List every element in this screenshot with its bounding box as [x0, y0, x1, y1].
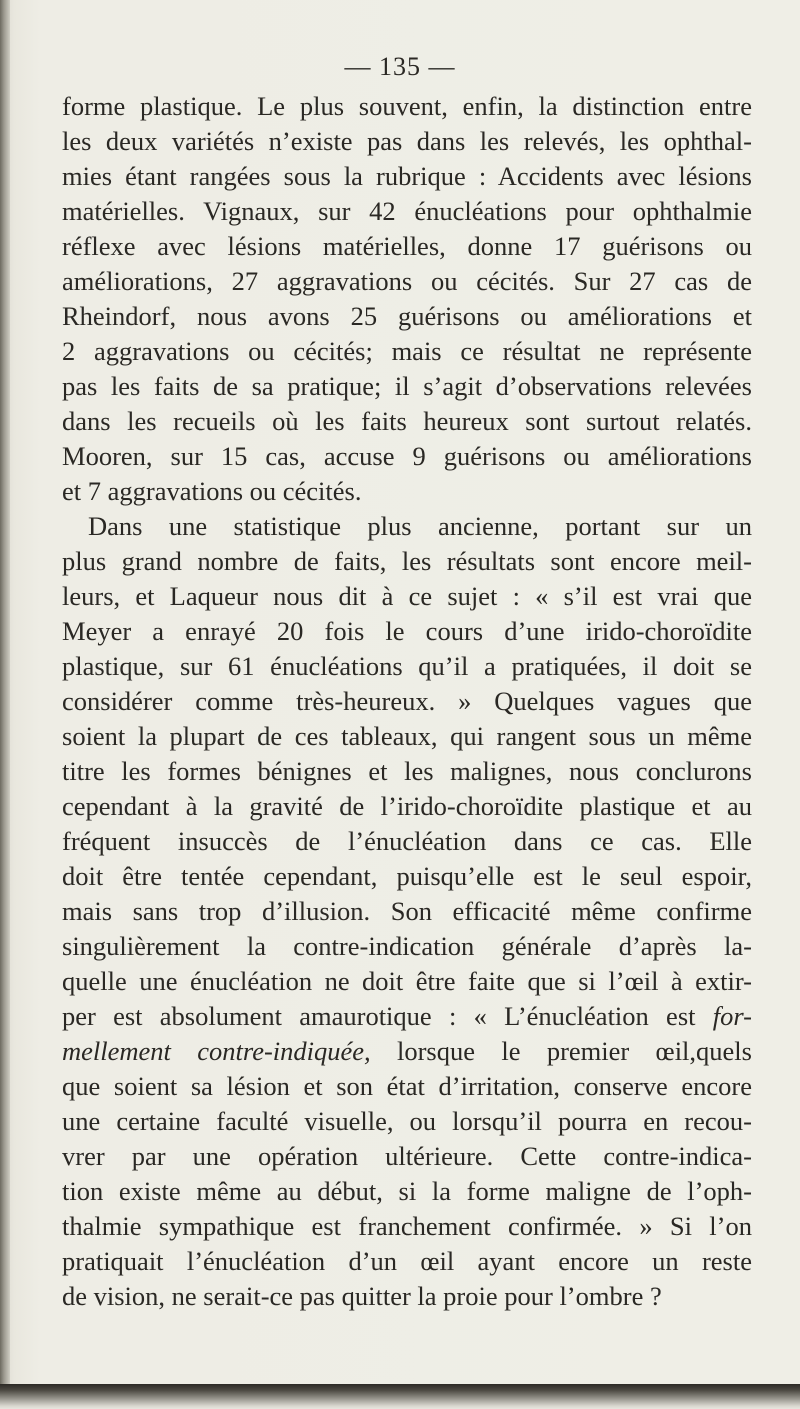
text-line: soient la plupart de ces tableaux, qui rangent sous un même [62, 721, 752, 751]
text-line: Mooren, sur 15 cas, accuse 9 guérisons ou améliorations [62, 441, 752, 471]
text-line: tion existe même au début, si la forme maligne de l’oph- [62, 1176, 752, 1206]
body-text [62, 89, 752, 1314]
text-line: réflexe avec lésions matérielles, donne 17 guérisons ou [62, 231, 752, 261]
text-line: forme plastique. Le plus souvent, enfin, la distinction entre [62, 91, 752, 121]
text-line: Rheindorf, nous avons 25 guérisons ou améliorations et [62, 301, 752, 331]
text-line: améliorations, 27 aggravations ou cécités. Sur 27 cas de [62, 266, 752, 296]
text-line: une certaine faculté visuelle, ou lorsqu’il pourra en recou- [62, 1106, 752, 1136]
text-line-with-italic [62, 999, 752, 1034]
page-number: — 135 — [344, 52, 456, 81]
text-line: matérielles. Vignaux, sur 42 énucléations pour ophthalmie [62, 196, 752, 226]
scan-bottom-edge [0, 1384, 800, 1409]
text-segment: per est absolument amaurotique : « L’énucléation est [62, 1001, 696, 1031]
text-line: considérer comme très-heureux. » Quelques vagues que [62, 686, 752, 716]
text-line: 2 aggravations ou cécités; mais ce résultat ne représente [62, 336, 752, 366]
text-line: cependant à la gravité de l’irido-choroïdite plastique et au [62, 791, 752, 821]
text-line: singulièrement la contre-indication générale d’après la- [62, 931, 752, 961]
text-line: fréquent insuccès de l’énucléation dans ce cas. Elle [62, 826, 752, 856]
text-line: mies étant rangées sous la rubrique : Accidents avec lésions [62, 161, 752, 191]
text-line: de vision, ne serait-ce pas quitter la proie pour l’ombre ? [62, 1281, 662, 1311]
text-line: Meyer a enrayé 20 fois le cours d’une irido-choroïdite [62, 616, 752, 646]
italic-segment: for- [712, 1001, 752, 1031]
text-line: que soient sa lésion et son état d’irritation, conserve encore [62, 1071, 752, 1101]
text-line: titre les formes bénignes et les malignes, nous conclurons [62, 756, 752, 786]
text-line: Dans une statistique plus ancienne, portant sur un [88, 511, 752, 541]
text-line: pas les faits de sa pratique; il s’agit d’observations relevées [62, 371, 752, 401]
text-line: et 7 aggravations ou cécités. [62, 476, 362, 506]
text-line: les deux variétés n’existe pas dans les relevés, les ophthal- [62, 126, 752, 156]
text-line: plus grand nombre de faits, les résultats sont encore meil- [62, 546, 752, 576]
text-line: dans les recueils où les faits heureux sont surtout relatés. [62, 406, 752, 436]
italic-segment: mellement contre-indiquée, [62, 1036, 371, 1066]
text-line: doit être tentée cependant, puisqu’elle est le seul espoir, [62, 861, 752, 891]
text-line: mais sans trop d’illusion. Son efficacité même confirme [62, 896, 752, 926]
text-line: plastique, sur 61 énucléations qu’il a pratiquées, il doit se [62, 651, 752, 681]
text-line: vrer par une opération ultérieure. Cette contre-indica- [62, 1141, 752, 1171]
text-line-with-italic [62, 1034, 752, 1069]
text-line: pratiquait l’énucléation d’un œil ayant encore un reste [62, 1246, 752, 1276]
text-line: quelle une énucléation ne doit être faite que si l’œil à extir- [62, 966, 752, 996]
page-binding-edge [0, 0, 10, 1409]
text-line: leurs, et Laqueur nous dit à ce sujet : « s’il est vrai que [62, 581, 752, 611]
text-segment: lorsque le premier œil,quels [397, 1036, 752, 1066]
text-line: thalmie sympathique est franchement confirmée. » Si l’on [62, 1211, 752, 1241]
